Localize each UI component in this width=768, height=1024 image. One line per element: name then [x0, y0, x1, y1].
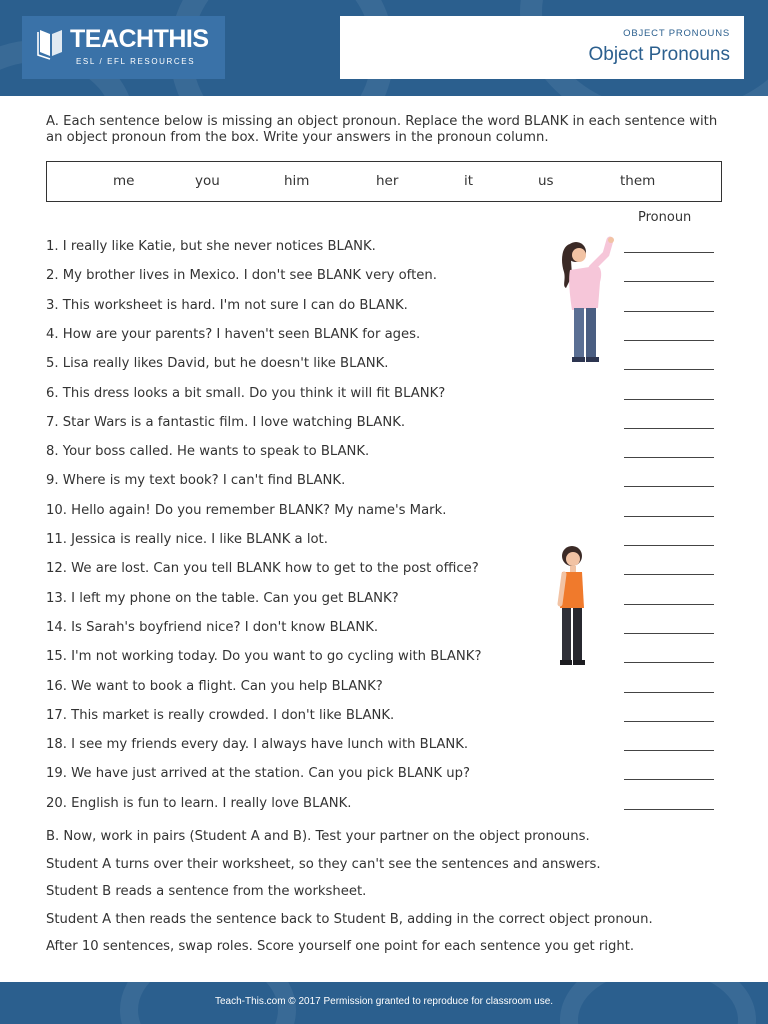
answer-blank-8[interactable]: [624, 457, 714, 458]
question-5: 5. Lisa really likes David, but he doesn't like BLANK.: [46, 356, 389, 372]
part-b-line: Student A then reads the sentence back to Student B, adding in the correct object pronoun.: [46, 911, 653, 927]
answer-blank-10[interactable]: [624, 516, 714, 517]
question-19: 19. We have just arrived at the station. Can you pick BLANK up?: [46, 766, 470, 782]
pronoun-word-box: [46, 161, 722, 202]
answer-blank-20[interactable]: [624, 809, 714, 810]
question-11: 11. Jessica is really nice. I like BLANK a lot.: [46, 532, 328, 547]
boy-illustration: [550, 544, 596, 668]
question-3: 3. This worksheet is hard. I'm not sure I can do BLANK.: [46, 297, 408, 313]
word-box-item: me: [113, 173, 135, 189]
question-8: 8. Your boss called. He wants to speak to BLANK.: [46, 444, 370, 460]
answer-blank-14[interactable]: [624, 633, 714, 634]
answer-blank-11[interactable]: [624, 545, 714, 546]
answer-blank-12[interactable]: [624, 574, 714, 575]
logo: [22, 16, 225, 79]
word-box-item: you: [195, 173, 220, 189]
page-title: Object Pronouns: [588, 44, 730, 65]
word-box-item: him: [284, 173, 310, 189]
question-9: 9. Where is my text book? I can't find BLANK.: [46, 473, 346, 489]
answer-blank-6[interactable]: [624, 399, 714, 400]
question-13: 13. I left my phone on the table. Can you get BLANK?: [46, 590, 399, 606]
question-10: 10. Hello again! Do you remember BLANK? My name's Mark.: [46, 502, 447, 518]
answer-blank-17[interactable]: [624, 721, 714, 722]
question-16: 16. We want to book a flight. Can you help BLANK?: [46, 678, 383, 694]
question-18: 18. I see my friends every day. I always have lunch with BLANK.: [46, 737, 469, 753]
answer-blank-9[interactable]: [624, 486, 714, 487]
question-15: 15. I'm not working today. Do you want to go cycling with BLANK?: [46, 649, 482, 665]
title-box: [340, 16, 744, 79]
part-b-line: B. Now, work in pairs (Student A and B). Test your partner on the object pronouns.: [46, 829, 590, 844]
question-7: 7. Star Wars is a fantastic film. I love watching BLANK.: [46, 414, 406, 430]
part-b-line: After 10 sentences, swap roles. Score yourself one point for each sentence you get right.: [46, 939, 635, 954]
question-12: 12. We are lost. Can you tell BLANK how to get to the post office?: [46, 561, 479, 577]
word-box-item: them: [620, 173, 656, 189]
part-b-line: Student B reads a sentence from the worksheet.: [46, 884, 367, 899]
question-20: 20. English is fun to learn. I really love BLANK.: [46, 795, 352, 811]
logo-text: TEACHTHIS: [70, 25, 209, 53]
page-footer: [0, 982, 768, 1024]
question-1: 1. I really like Katie, but she never notices BLANK.: [46, 239, 376, 254]
question-6: 6. This dress looks a bit small. Do you think it will fit BLANK?: [46, 385, 446, 401]
book-icon: [36, 26, 66, 60]
worksheet-category: OBJECT PRONOUNS: [623, 28, 730, 39]
girl-illustration: [556, 236, 626, 366]
word-box-item: us: [538, 173, 554, 189]
answer-blank-7[interactable]: [624, 428, 714, 429]
logo-subtitle: ESL / EFL RESOURCES: [76, 57, 196, 66]
question-2: 2. My brother lives in Mexico. I don't see BLANK very often.: [46, 268, 437, 284]
answer-blank-2[interactable]: [624, 281, 714, 282]
answer-blank-13[interactable]: [624, 604, 714, 605]
copyright-notice: Teach-This.com © 2017 Permission granted to reproduce for classroom use.: [214, 996, 554, 1007]
answer-blank-1[interactable]: [624, 252, 714, 253]
part-b-line: Student A turns over their worksheet, so they can't see the sentences and answers.: [46, 856, 601, 872]
instructions-part-a: A. Each sentence below is missing an object pronoun. Replace the word BLANK in each sentence with an object pronoun from the box. Write your answers in the pronoun column.: [46, 114, 718, 145]
answer-blank-4[interactable]: [624, 340, 714, 341]
question-14: 14. Is Sarah's boyfriend nice? I don't know BLANK.: [46, 619, 379, 635]
answer-blank-15[interactable]: [624, 662, 714, 663]
question-4: 4. How are your parents? I haven't seen BLANK for ages.: [46, 326, 421, 342]
question-17: 17. This market is really crowded. I don't like BLANK.: [46, 707, 395, 723]
pronoun-column-header: Pronoun: [638, 210, 692, 225]
answer-blank-18[interactable]: [624, 750, 714, 751]
page-header: [0, 0, 768, 96]
word-box-item: her: [376, 173, 399, 189]
answer-blank-3[interactable]: [624, 311, 714, 312]
answer-blank-16[interactable]: [624, 692, 714, 693]
word-box-item: it: [464, 173, 474, 189]
answer-blank-5[interactable]: [624, 369, 714, 370]
answer-blank-19[interactable]: [624, 779, 714, 780]
